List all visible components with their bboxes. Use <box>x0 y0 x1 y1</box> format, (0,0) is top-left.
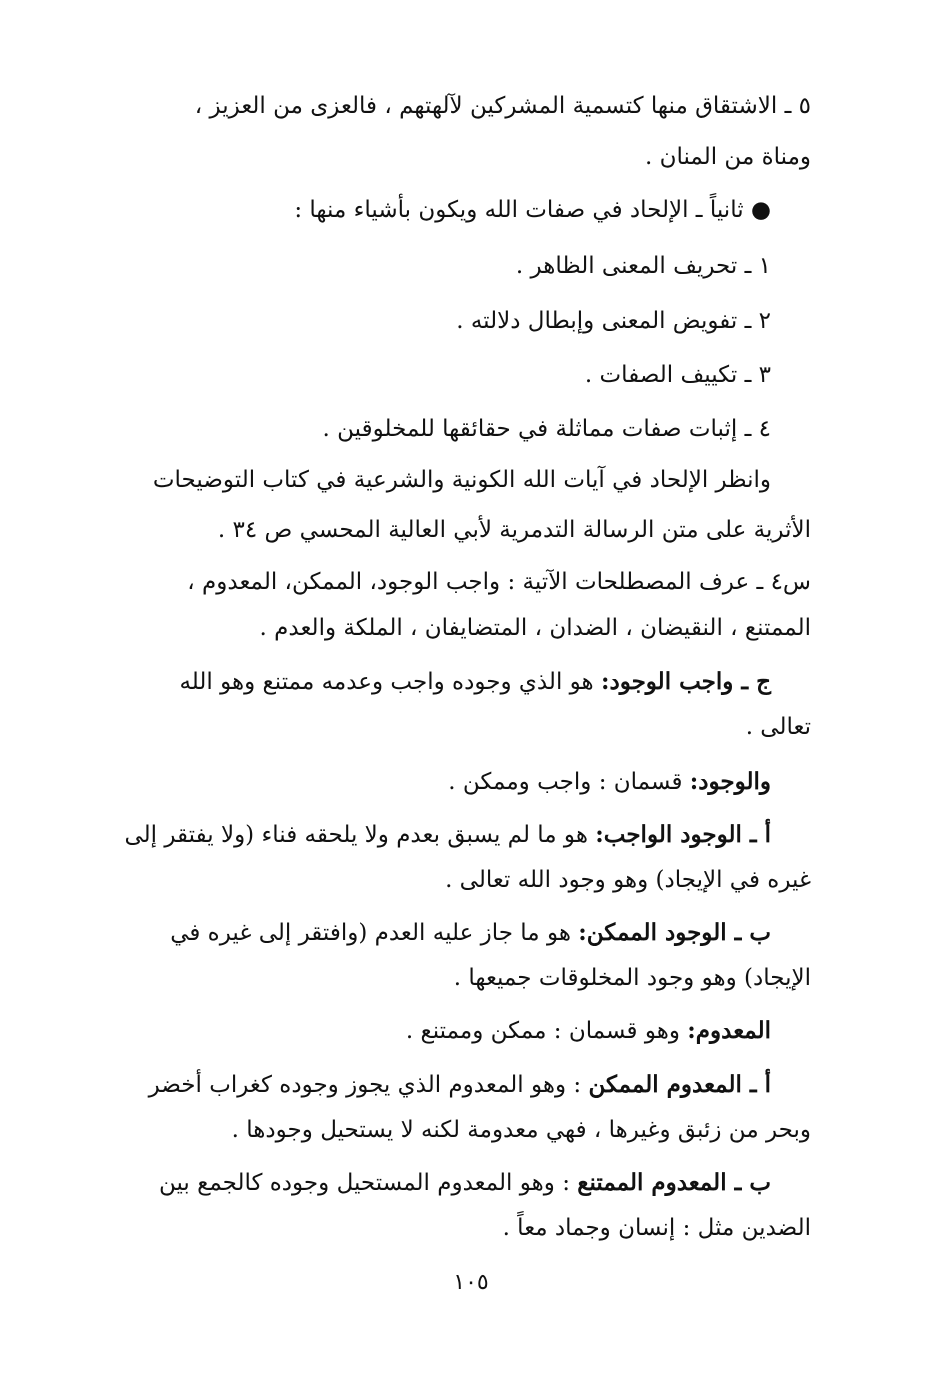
answer-line <box>179 665 771 699</box>
term-definition: هو ما لم يسبق بعدم ولا يلحقه فناء (ولا يفتقر إلى <box>124 822 596 848</box>
list-item: ٢ ـ تفويض المعنى وإبطال دلالته . <box>456 308 771 334</box>
text-line: الإيجاد) وهو وجود المخلوقات جميعها . <box>453 965 811 991</box>
term-heading: ب ـ الوجود الممكن: <box>578 919 771 946</box>
text-line <box>406 1014 771 1048</box>
list-item: ٤ ـ إثبات صفات مماثلة في حقائقها للمخلوقين . <box>322 416 771 442</box>
term-definition: هو الذي وجوده واجب وعدمه ممتنع وهو الله <box>179 669 601 695</box>
text-line <box>170 916 771 950</box>
text-line: وبحر من زئبق وغيرها ، فهي معدومة لكنه لا يستحيل وجودها . <box>231 1117 811 1143</box>
term-heading: ب ـ المعدوم الممتنع <box>577 1169 771 1196</box>
term-definition: : وهو المعدوم المستحيل وجوده كالجمع بين <box>158 1170 578 1196</box>
term-heading: والوجود: <box>689 768 771 795</box>
list-item: ٣ ـ تكييف الصفات . <box>584 362 771 388</box>
question-line: الممتنع ، النقيضان ، الضدان ، المتضايفان ، الملكة والعدم . <box>259 615 811 641</box>
text-line: وانظر الإلحاد في آيات الله الكونية والشرعية في كتاب التوضيحات <box>152 467 771 493</box>
text-line: تعالى . <box>745 714 811 740</box>
term-heading: أ ـ المعدوم الممكن <box>588 1071 771 1098</box>
text-line <box>448 765 771 799</box>
text-line: الأثرية على متن الرسالة التدمرية لأبي العالية المحسي ص ٣٤ . <box>217 517 811 543</box>
term-definition: : وهو المعدوم الذي يجوز وجوده كغراب أخضر <box>148 1072 589 1098</box>
text-line <box>159 1166 771 1200</box>
section-heading: ● ثانياً ـ الإلحاد في صفات الله ويكون بأشياء منها : <box>294 197 771 223</box>
page-number: ١٠٥ <box>453 1270 489 1295</box>
list-item: ١ ـ تحريف المعنى الظاهر . <box>515 253 771 279</box>
term-heading: المعدوم: <box>687 1017 771 1044</box>
text-line: الضدين مثل : إنسان وجماد معاً . <box>502 1215 811 1241</box>
term-heading: أ ـ الوجود الواجب: <box>595 821 771 848</box>
text-line <box>124 818 771 852</box>
term-heading: ج ـ واجب الوجود: <box>600 668 771 695</box>
text-line: ومناة من المنان . <box>644 144 811 170</box>
text-line <box>149 1068 771 1102</box>
term-definition: هو ما جاز عليه العدم (وافتقر إلى غيره في <box>170 920 579 946</box>
question-line: س٤ ـ عرف المصطلحات الآتية : واجب الوجود، الممكن، المعدوم ، <box>187 569 811 595</box>
text-line: ٥ ـ الاشتقاق منها كتسمية المشركين لآلهتهم ، فالعزى من العزيز ، <box>194 93 811 119</box>
term-definition: قسمان : واجب وممكن . <box>448 769 690 795</box>
term-definition: وهو قسمان : ممكن وممتنع . <box>405 1018 688 1044</box>
text-line: غيره في الإيجاد) وهو وجود الله تعالى . <box>445 867 811 893</box>
